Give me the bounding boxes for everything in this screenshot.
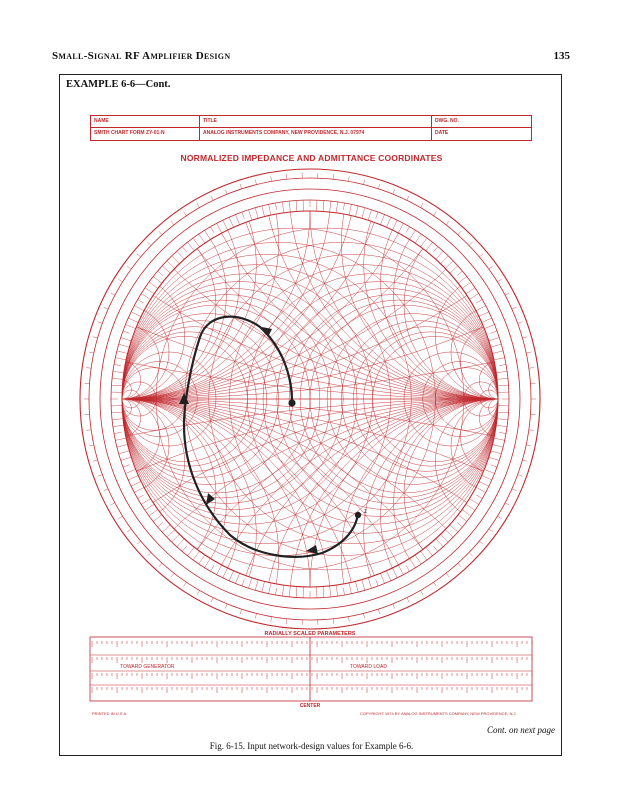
running-head <box>52 50 570 64</box>
toward-generator-label: TOWARD GENERATOR <box>120 664 175 670</box>
printed-note: PRINTED IN U.S.A. <box>92 711 128 716</box>
name-field-label: NAME <box>94 118 109 124</box>
toward-load-label: TOWARD LOAD <box>350 664 387 670</box>
company-label: ANALOG INSTRUMENTS COMPANY, NEW PROVIDENCE, N.J. 07974 <box>203 130 365 136</box>
arrow-lower-right <box>306 545 318 554</box>
trace-point-end <box>355 512 361 518</box>
trace-lower-arc <box>184 425 358 557</box>
date-field-label: DATE <box>435 130 449 136</box>
center-label: CENTER <box>299 703 321 709</box>
radial-scale-label: RADIALLY SCALED PARAMETERS <box>264 631 356 637</box>
radial-scales <box>90 631 532 709</box>
example-label: EXAMPLE 6-6—Cont. <box>66 79 171 90</box>
svg-text:z: z <box>364 509 367 515</box>
copyright-note: COPYRIGHT 1974 BY ANALOG INSTRUMENTS COMPANY, NEW PROVIDENCE, N.J. <box>360 711 517 716</box>
continuation-note: Cont. on next page <box>487 725 555 735</box>
dwg-field-label: DWG. NO. <box>435 118 459 124</box>
form-id-label: SMITH CHART FORM ZY-01-N <box>94 130 165 136</box>
smith-chart <box>60 75 563 757</box>
chart-heading: NORMALIZED IMPEDANCE AND ADMITTANCE COORDINATES <box>180 153 443 163</box>
example-frame <box>59 74 562 756</box>
page-number: 135 <box>553 50 570 62</box>
trace-point-center <box>288 399 295 406</box>
figure-caption: Fig. 6-15. Input network-design values for Example 6-6. <box>209 741 414 751</box>
running-title: Small-Signal RF Amplifier Design <box>52 50 231 62</box>
title-field-label: TITLE <box>203 118 217 124</box>
